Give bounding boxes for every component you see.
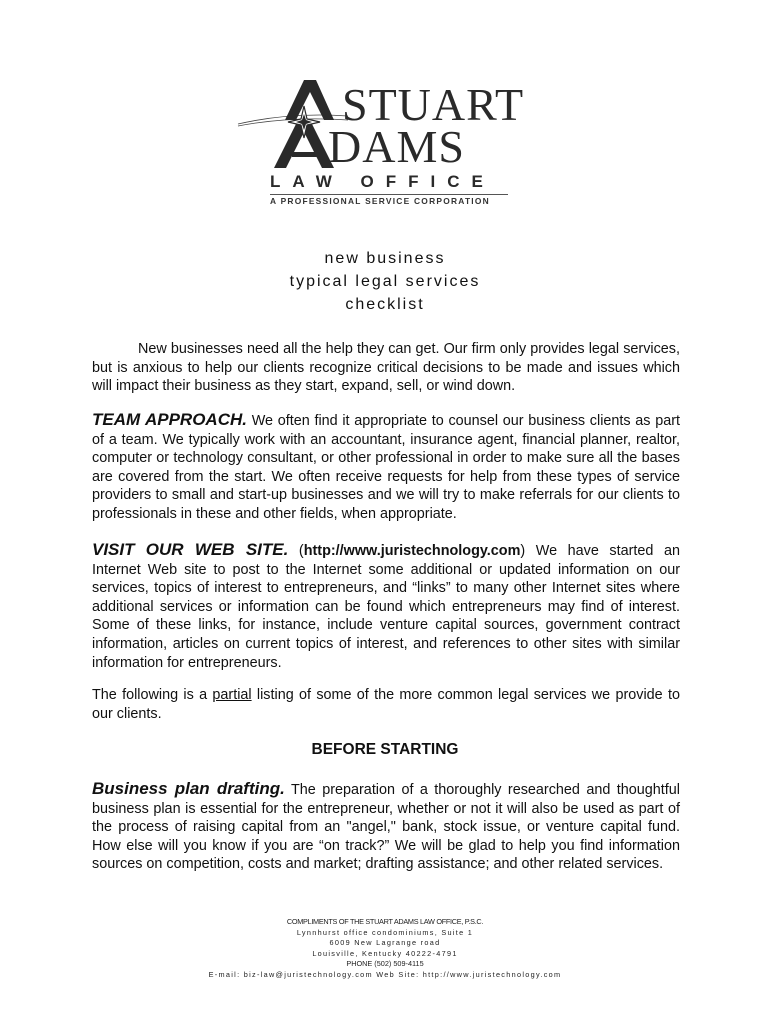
firm-name-line2: DAMS [328, 121, 465, 172]
listing-underlined: partial [212, 687, 252, 703]
website-paragraph [92, 541, 680, 672]
business-plan-text: The preparation of a thoroughly researched and thoughtful business plan is essential for the entrepreneur, whether or not it will also be used as part of the process of raising capital from an "angel," bank, stock issue, or venture capital fund. How else will you know if you are “on track?” We will be glad to help you find information sources on competition, costs and market; drafting assistance; and other related services. [92, 782, 680, 873]
letterhead-divider [270, 194, 508, 195]
footer-address-2: 6009 New Lagrange road [329, 938, 441, 948]
footer [0, 917, 770, 981]
footer-phone: PHONE (502) 509-4115 [346, 959, 424, 969]
firm-tagline: A PROFESSIONAL SERVICE CORPORATION [270, 196, 490, 206]
title-line-1: new business [324, 250, 446, 267]
intro-paragraph: New businesses need all the help they can get. Our firm only provides legal services, but is anxious to help our clients recognize critical decisions to be made and issues which will impact their business as they start, expand, sell, or wind down. [92, 341, 680, 395]
firm-subtitle: LAW OFFICE [270, 172, 495, 191]
website-text: ) We have started an Internet Web site to post to the Internet some additional or updated information on our services, topics of interest to entrepreneurs, and “links” to many other Internet sites where additional services or information can be found which entrepreneurs may find of interest. Some of these links, for instance, include venture capital sources, government contract information, articles on current topics of interest, and references to other sites with similar information for entrepreneurs. [92, 543, 680, 671]
website-open-paren: ( [288, 543, 304, 559]
title-line-2: typical legal services [289, 273, 481, 290]
listing-paragraph [92, 686, 680, 723]
title-line-3: checklist [345, 296, 425, 313]
listing-before: The following is a [92, 687, 213, 703]
document-title [0, 247, 770, 316]
footer-address-1: Lynnhurst office condominiums, Suite 1 [296, 927, 474, 937]
business-plan-paragraph [92, 780, 680, 874]
website-heading: VISIT OUR WEB SITE. [92, 540, 289, 559]
listing-after: listing of some of the more common legal services we provide to our clients. [92, 687, 680, 722]
footer-contact[interactable]: E-mail: biz-law@juristechnology.com Web Site: http://www.juristechnology.com [208, 969, 562, 979]
letterhead-logo [230, 76, 525, 216]
website-link[interactable]: http://www.juristechnology.com [303, 543, 521, 559]
team-approach-paragraph [92, 411, 680, 524]
firm-name-line1: STUART [342, 79, 525, 130]
footer-compliments: COMPLIMENTS OF THE STUART ADAMS LAW OFFICE, P.S.C. [286, 917, 484, 926]
team-approach-text: We often find it appropriate to counsel our business clients as part of a team. We typically work with an accountant, insurance agent, financial planner, realtor, computer or technology consultant, or other professional in order to make sure all the bases are covered from the start. We often receive requests for help from these types of service providers to small and start-up businesses and we will try to make referrals for our clients to professionals in these and other fields, when appropriate. [92, 413, 681, 522]
team-approach-heading: TEAM APPROACH. [92, 410, 247, 429]
business-plan-heading: Business plan drafting. [92, 779, 285, 798]
section-heading: BEFORE STARTING [311, 741, 459, 758]
footer-address-3: Louisville, Kentucky 40222-4791 [312, 948, 458, 958]
